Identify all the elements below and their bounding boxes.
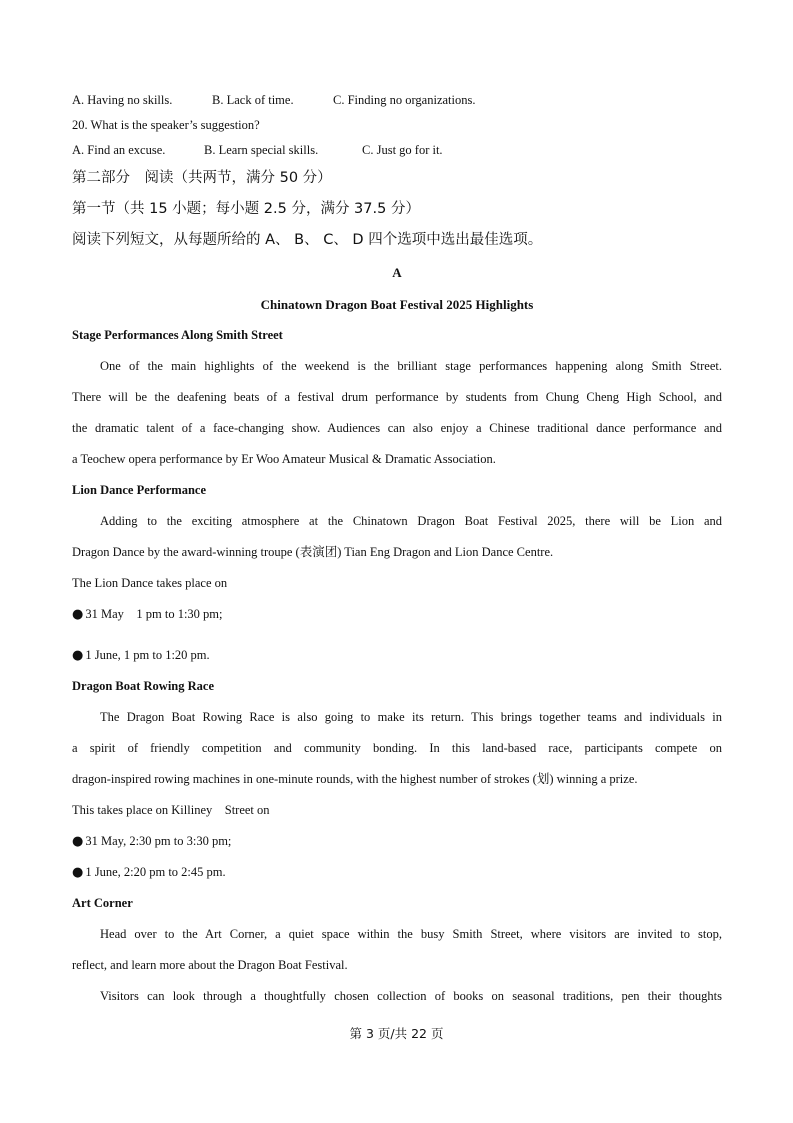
lion-time-2-text: 1 June, 1 pm to 1:20 pm.	[85, 648, 210, 662]
q20-options	[72, 138, 722, 163]
reading-instruction: 阅读下列短文，从每题所给的 A、 B、 C、 D 四个选项中选出最佳选项。	[72, 232, 543, 248]
stage-heading: Stage Performances Along Smith Street	[72, 328, 283, 342]
art-line-2: reflect, and learn more about the Dragon Boat Festival.	[72, 958, 348, 972]
race-line-2: a spirit of friendly competition and community bonding. In this land-based race, participants compete on	[72, 741, 722, 755]
bullet-icon: ●	[72, 865, 84, 880]
art-line-1: Head over to the Art Corner, a quiet space within the busy Smith Street, where visitors are invited to stop,	[100, 927, 722, 941]
lion-line-2: Dragon Dance by the award-winning troupe (表演团) Tian Eng Dragon and Lion Dance Centre.	[72, 545, 554, 559]
race-time-2	[72, 857, 722, 888]
lion-heading: Lion Dance Performance	[72, 483, 206, 497]
art-heading: Art Corner	[72, 896, 133, 910]
lion-time-1-text: 31 May 1 pm to 1:30 pm;	[85, 607, 223, 621]
lion-intro: The Lion Dance takes place on	[72, 576, 228, 590]
q19-options	[72, 88, 722, 113]
section1-heading: 第一节（共 15 小题；每小题 2.5 分，满分 37.5 分）	[72, 201, 420, 217]
bullet-icon: ●	[72, 648, 84, 663]
race-intro: This takes place on Killiney Street on	[72, 803, 270, 817]
art-line-3: Visitors can look through a thoughtfully chosen collection of books on seasonal traditions, pen their thoughts	[100, 989, 722, 1003]
q20-option-b: B. Learn special skills.	[204, 143, 319, 157]
q20-option-c: C. Just go for it.	[362, 143, 443, 157]
race-heading: Dragon Boat Rowing Race	[72, 679, 215, 693]
lion-line-1: Adding to the exciting atmosphere at the Chinatown Dragon Boat Festival 2025, there will be Lion and	[100, 514, 722, 528]
race-time-1-text: 31 May, 2:30 pm to 3:30 pm;	[85, 834, 232, 848]
stage-line-1: One of the main highlights of the weekend is the brilliant stage performances happening along Smith Street.	[100, 359, 722, 373]
stage-line-4: a Teochew opera performance by Er Woo Amateur Musical & Dramatic Association.	[72, 452, 496, 466]
bullet-icon: ●	[72, 607, 84, 622]
q19-option-a: A. Having no skills.	[72, 93, 173, 107]
lion-time-1	[72, 599, 722, 630]
race-line-1: The Dragon Boat Rowing Race is also going to make its return. This brings together teams and individuals in	[100, 710, 722, 724]
stage-line-2: There will be the deafening beats of a festival drum performance by students from Chung Cheng High School, and	[72, 390, 722, 404]
bullet-icon: ●	[72, 834, 84, 849]
race-time-1	[72, 826, 722, 857]
race-time-2-text: 1 June, 2:20 pm to 2:45 pm.	[85, 865, 226, 879]
passage-title: Chinatown Dragon Boat Festival 2025 Highlights	[260, 297, 534, 312]
part2-heading: 第二部分 阅读（共两节，满分 50 分）	[72, 170, 332, 186]
passage-letter: A	[392, 265, 402, 280]
exam-page	[72, 88, 722, 1012]
lion-time-2	[72, 640, 722, 671]
page-footer: 第 3 页/共 22 页	[349, 1026, 444, 1041]
race-line-3: dragon-inspired rowing machines in one-minute rounds, with the highest number of strokes (划) winning a prize.	[72, 772, 638, 786]
q20-question: 20. What is the speaker’s suggestion?	[72, 118, 260, 132]
q19-option-b: B. Lack of time.	[212, 93, 294, 107]
q19-option-c: C. Finding no organizations.	[333, 93, 476, 107]
q20-option-a: A. Find an excuse.	[72, 143, 166, 157]
stage-line-3: the dramatic talent of a face-changing show. Audiences can also enjoy a Chinese traditional dance performance and	[72, 421, 722, 435]
